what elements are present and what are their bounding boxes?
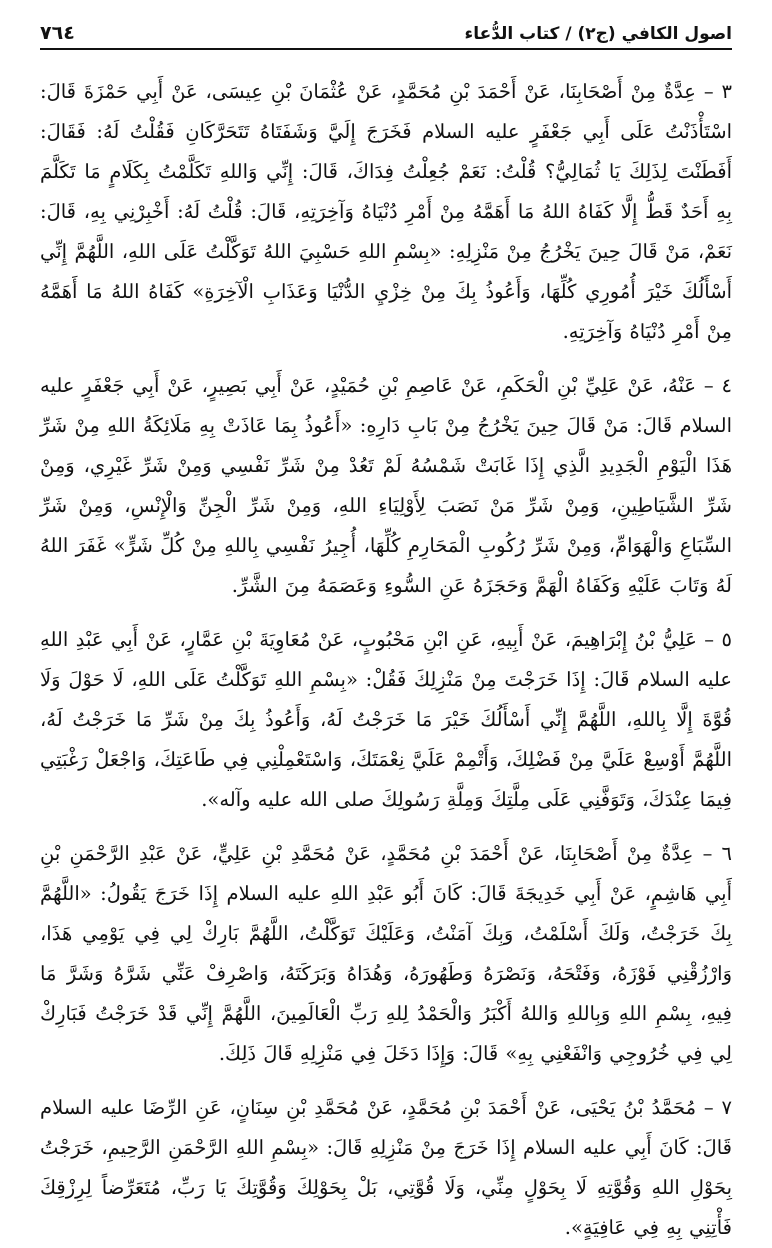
hadith-paragraph: [40, 620, 732, 820]
hadith-paragraph: [40, 1088, 732, 1248]
hadith-paragraph: [40, 834, 732, 1074]
page-body: [40, 72, 732, 1248]
hadith-number: ٥: [721, 628, 732, 651]
hadith-number: ٧: [721, 1096, 732, 1119]
hadith-text: – عِدَّةٌ مِنْ أَصْحَابِنَا، عَنْ أَحْمَدَ بْنِ مُحَمَّدٍ، عَنْ مُحَمَّدِ بْنِ عَلِيٍّ، عَنْ عَبْدِ الرَّحْمَنِ بْنِ أَبِي هَاشِمٍ، عَنْ أَبِي خَدِيجَةَ قَالَ: كَانَ أَبُو عَبْدِ اللهِ عليه السلام إِذَا خَرَجَ يَقُولُ: «اللَّهُمَّ بِكَ خَرَجْتُ، وَلَكَ أَسْلَمْتُ، وَبِكَ آمَنْتُ، وَعَلَيْكَ تَوَكَّلْتُ، اللَّهُمَّ بَارِكْ لِي فِي يَوْمِي هَذَا، وَارْزُقْنِي فَوْزَهُ، وَفَتْحَهُ، وَنَصْرَهُ وَطَهُورَهُ، وَهُدَاهُ وَبَرَكَتَهُ، وَاصْرِفْ عَنِّي شَرَّهُ وَشَرَّ مَا فِيهِ، بِسْمِ اللهِ وَبِاللهِ وَاللهُ أَكْبَرُ وَالْحَمْدُ لِلهِ رَبِّ الْعَالَمِينَ، اللَّهُمَّ إِنِّي قَدْ خَرَجْتُ فَبَارِكْ لِي فِي خُرُوجِي وَانْفَعْنِي بِهِ» قَالَ: وَإِذَا دَخَلَ فِي مَنْزِلِهِ قَالَ ذَلِكَ.: [40, 842, 732, 1065]
hadith-text: – مُحَمَّدُ بْنُ يَحْيَى، عَنْ أَحْمَدَ بْنِ مُحَمَّدٍ، عَنْ مُحَمَّدِ بْنِ سِنَانٍ، عَنِ الرِّضَا عليه السلام قَالَ: كَانَ أَبِي عليه السلام إِذَا خَرَجَ مِنْ مَنْزِلِهِ قَالَ: «بِسْمِ اللهِ الرَّحْمَنِ الرَّحِيمِ، خَرَجْتُ بِحَوْلِ اللهِ وَقُوَّتِهِ لَا بِحَوْلٍ مِنِّي، وَلَا قُوَّتِي، بَلْ بِحَوْلِكَ وَقُوَّتِكَ يَا رَبِّ، مُتَعَرِّضاً لِرِزْقِكَ فَأْتِنِي بِهِ فِي عَافِيَةٍ».: [40, 1096, 732, 1239]
hadith-paragraph: [40, 72, 732, 352]
running-title: اصول الكافي (ج٢) / كتاب الدُّعاء: [464, 24, 732, 44]
hadith-number: ٤: [721, 374, 732, 397]
hadith-paragraph: [40, 366, 732, 606]
hadith-text: – عَنْهُ، عَنْ عَلِيِّ بْنِ الْحَكَمِ، عَنْ عَاصِمِ بْنِ حُمَيْدٍ، عَنْ أَبِي بَصِيرٍ، عَنْ أَبِي جَعْفَرٍ عليه السلام قَالَ: مَنْ قَالَ حِينَ يَخْرُجُ مِنْ بَابِ دَارِهِ: «أَعُوذُ بِمَا عَاذَتْ بِهِ مَلَائِكَةُ اللهِ مِنْ شَرِّ هَذَا الْيَوْمِ الْجَدِيدِ الَّذِي إِذَا غَابَتْ شَمْسُهُ لَمْ تَعُدْ مِنْ شَرِّ نَفْسِي وَمِنْ شَرِّ غَيْرِي، وَمِنْ شَرِّ الشَّيَاطِينِ، وَمِنْ شَرِّ مَنْ نَصَبَ لِأَوْلِيَاءِ اللهِ، وَمِنْ شَرِّ الْجِنِّ وَالْإِنْسِ، وَمِنْ شَرِّ السِّبَاعِ وَالْهَوَامِّ، وَمِنْ شَرِّ رُكُوبِ الْمَحَارِمِ كُلِّهَا، أُجِيرُ نَفْسِي بِاللهِ مِنْ كُلِّ شَرٍّ» غَفَرَ اللهُ لَهُ وَتَابَ عَلَيْهِ وَكَفَاهُ الْهَمَّ وَحَجَزَهُ عَنِ السُّوءِ وَعَصَمَهُ مِنَ الشَّرِّ.: [40, 374, 732, 597]
hadith-text: – عَلِيُّ بْنُ إِبْرَاهِيمَ، عَنْ أَبِيهِ، عَنِ ابْنِ مَحْبُوبٍ، عَنْ مُعَاوِيَةَ بْنِ عَمَّارٍ، عَنْ أَبِي عَبْدِ اللهِ عليه السلام قَالَ: إِذَا خَرَجْتَ مِنْ مَنْزِلِكَ فَقُلْ: «بِسْمِ اللهِ تَوَكَّلْتُ عَلَى اللهِ، لَا حَوْلَ وَلَا قُوَّةَ إِلَّا بِاللهِ، اللَّهُمَّ إِنِّي أَسْأَلُكَ خَيْرَ مَا خَرَجْتُ لَهُ، وَأَعُوذُ بِكَ مِنْ شَرِّ مَا خَرَجْتُ لَهُ، اللَّهُمَّ أَوْسِعْ عَلَيَّ مِنْ فَضْلِكَ، وَأَتْمِمْ عَلَيَّ نِعْمَتَكَ، وَاسْتَعْمِلْنِي فِي طَاعَتِكَ، وَاجْعَلْ رَغْبَتِي فِيمَا عِنْدَكَ، وَتَوَفَّنِي عَلَى مِلَّتِكَ وَمِلَّةِ رَسُولِكَ صلى الله عليه وآله».: [40, 628, 732, 811]
page-number: ٧٦٤: [40, 22, 75, 44]
hadith-number: ٣: [721, 80, 732, 103]
hadith-number: ٦: [721, 842, 733, 865]
hadith-text: – عِدَّةٌ مِنْ أَصْحَابِنَا، عَنْ أَحْمَدَ بْنِ مُحَمَّدٍ، عَنْ عُثْمَانَ بْنِ عِيسَى، عَنْ أَبِي حَمْزَةَ قَالَ: اسْتَأْذَنْتُ عَلَى أَبِي جَعْفَرٍ عليه السلام فَخَرَجَ إِلَيَّ وَشَفَتَاهُ تَتَحَرَّكَانِ فَقُلْتُ لَهُ: فَقَالَ: أَفَطَنْتَ لِذَلِكَ يَا ثُمَالِيُّ؟ قُلْتُ: نَعَمْ جُعِلْتُ فِدَاكَ، قَالَ: إِنِّي وَاللهِ تَكَلَّمْتُ بِكَلَامٍ مَا تَكَلَّمَ بِهِ أَحَدٌ قَطُّ إِلَّا كَفَاهُ اللهُ مَا أَهَمَّهُ مِنْ أَمْرِ دُنْيَاهُ وَآخِرَتِهِ، قَالَ: قُلْتُ لَهُ: أَخْبِرْنِي بِهِ، قَالَ: نَعَمْ، مَنْ قَالَ حِينَ يَخْرُجُ مِنْ مَنْزِلِهِ: «بِسْمِ اللهِ حَسْبِيَ اللهُ تَوَكَّلْتُ عَلَى اللهِ، اللَّهُمَّ إِنِّي أَسْأَلُكَ خَيْرَ أُمُورِي كُلِّهَا، وَأَعُوذُ بِكَ مِنْ خِزْيِ الدُّنْيَا وَعَذَابِ الْآخِرَةِ» كَفَاهُ اللهُ مَا أَهَمَّهُ مِنْ أَمْرِ دُنْيَاهُ وَآخِرَتِهِ.: [40, 80, 732, 343]
page-header: [40, 14, 732, 50]
